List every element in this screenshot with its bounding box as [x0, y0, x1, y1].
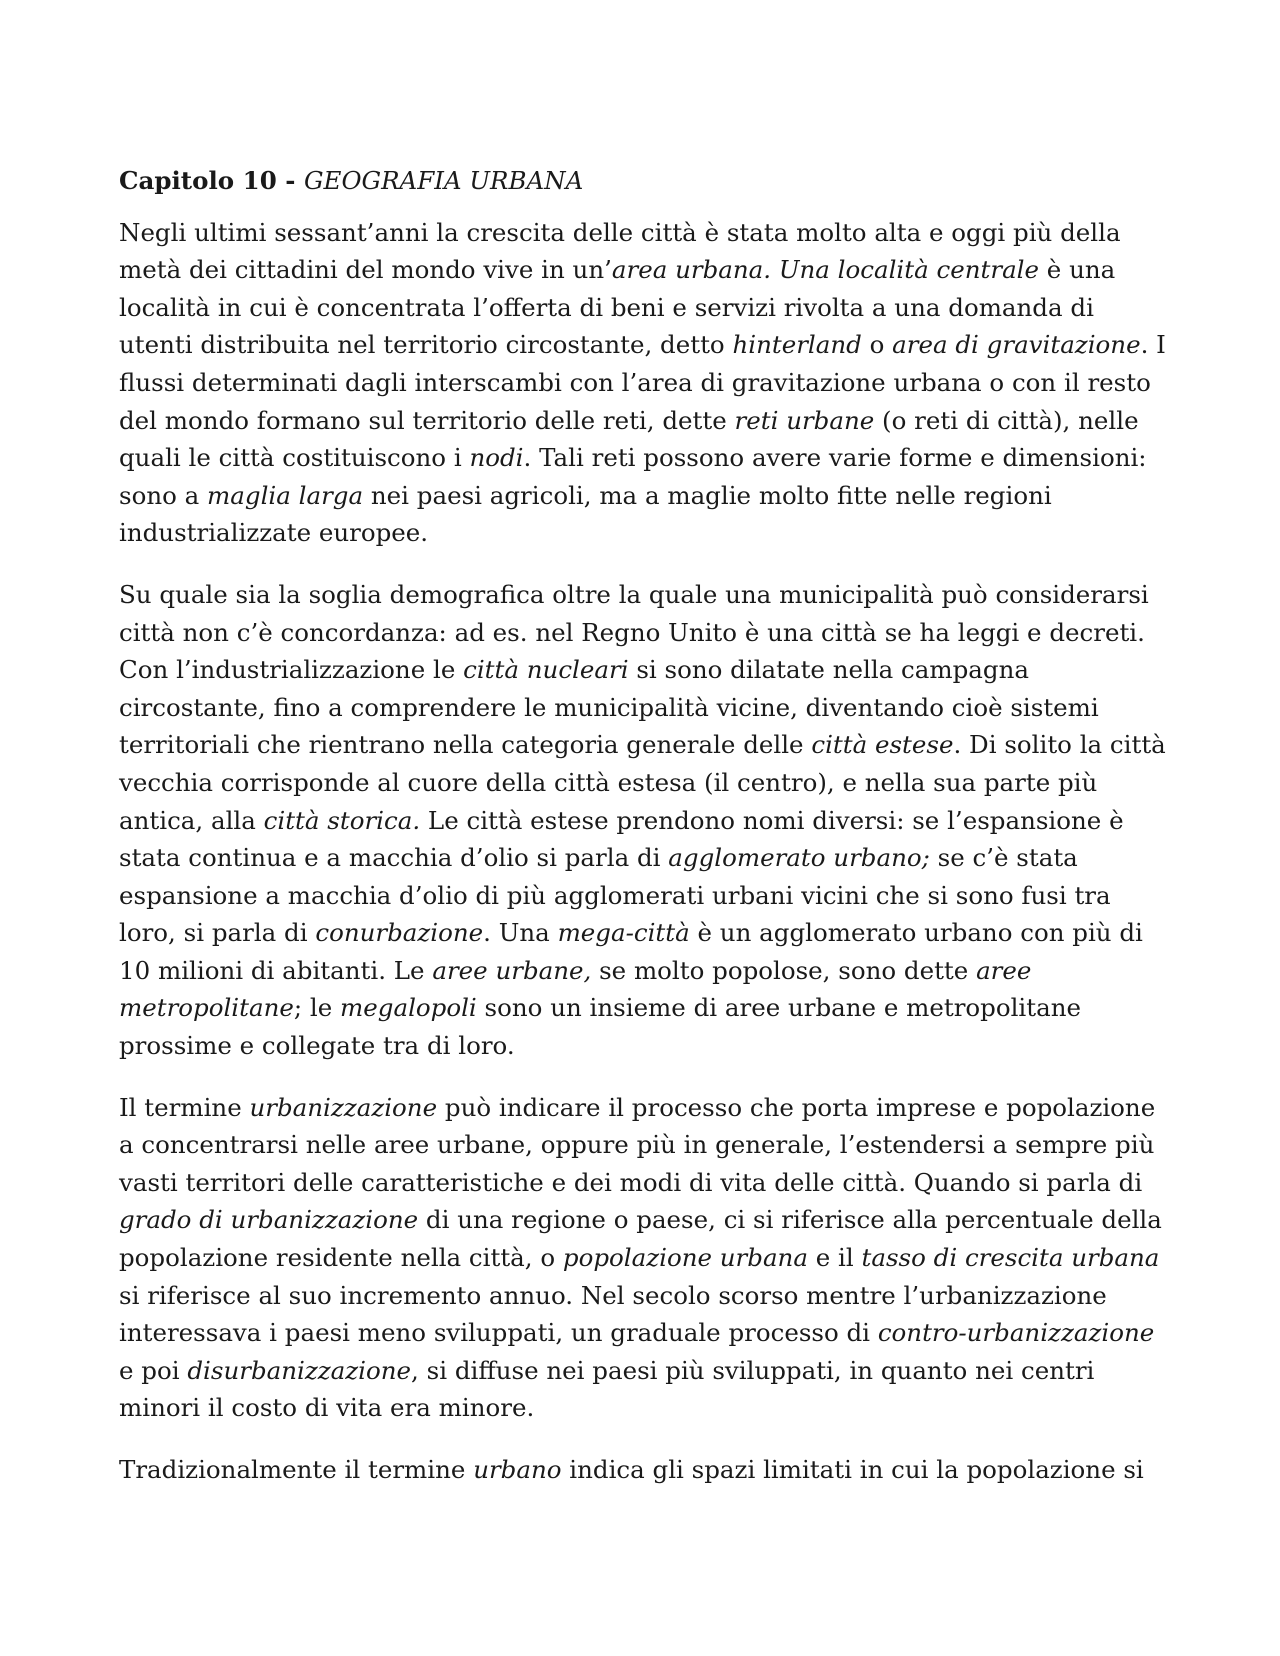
paragraph — [119, 1451, 1169, 1489]
italic-term: città nucleari — [463, 655, 629, 685]
text-run: e il — [807, 1243, 862, 1273]
italic-term: mega-città — [557, 918, 690, 948]
text-run: se molto popolose, sono dette — [591, 955, 977, 985]
paragraph — [119, 1089, 1169, 1427]
italic-term: urbano — [473, 1455, 562, 1484]
text-run: si sono dilatate nella campagna circostante, fino a comprendere le municipalità vicine, diventando cioè sistemi territoriali che rientrano nella categoria generale delle — [119, 655, 1099, 760]
text-run: ; le — [293, 993, 341, 1023]
text-run: (o reti di città), nelle quali le città costituiscono i — [119, 405, 1139, 473]
text-run: se c’è stata espansione a macchia d’olio di più agglomerati urbani vicini che si sono fusi tra loro, si parla di — [119, 843, 1111, 948]
text-run: . Tali reti possono avere varie forme e dimensioni: sono a — [119, 443, 1147, 510]
text-run: . Di solito la città vecchia corrisponde al cuore della città estesa (il centro), e nella sua parte più antica, alla — [119, 730, 1166, 835]
italic-term: area urbana. Una località centrale — [611, 255, 1040, 285]
text-run: Negli ultimi sessant’anni la crescita delle città è stata molto alta e oggi più della metà dei cittadini del mondo vive in un’ — [119, 217, 1121, 285]
italic-term: contro-urbanizzazione — [877, 1318, 1155, 1348]
chapter-heading — [119, 162, 1169, 200]
paragraphs — [119, 214, 1169, 1489]
document-body — [119, 162, 1169, 1489]
italic-term: agglomerato urbano; — [668, 843, 930, 873]
italic-term: tasso di crescita urbana — [861, 1243, 1160, 1273]
text-run: di una regione o paese, ci si riferisce alla percentuale della popolazione residente nella città, o — [119, 1205, 1162, 1273]
paragraph — [119, 214, 1169, 552]
text-run: è una località in cui è concentrata l’offerta di beni e servizi rivolta a una domanda di utenti distribuita nel territorio circostante, detto — [119, 255, 1116, 360]
text-run: può indicare il processo che porta imprese e popolazione a concentrarsi nelle aree urbane, oppure più in generale, l’estendersi a sempre più vasti territori delle caratteristiche e dei modi di vita delle città. Quando si parla di — [119, 1092, 1156, 1197]
text-run: Le città estese prendono nomi diversi: se l’espansione è stata continua e a macchia d’olio si parla di — [119, 805, 1124, 873]
italic-term: hinterland — [732, 330, 862, 360]
text-run: nei paesi agricoli, ma a maglie molto fitte nelle regioni industrializzate europee. — [119, 480, 1052, 548]
italic-term: città estese — [811, 730, 954, 760]
text-run: Su quale sia la soglia demografica oltre la quale una municipalità può considerarsi città non c’è concordanza: ad es. nel Regno Unito è una città se ha leggi e decreti. Con l’industrializzazione le — [119, 579, 1149, 685]
text-run: , si diffuse nei paesi più sviluppati, in quanto nei centri minori il costo di vita era minore. — [119, 1355, 1095, 1423]
text-run: Tradizionalmente il termine — [119, 1455, 474, 1484]
chapter-number: Capitolo 10 - — [119, 166, 304, 195]
text-run: . I flussi determinati dagli interscambi con l’area di gravitazione urbana o con il resto del mondo formano sul territorio delle reti, dette — [119, 330, 1166, 435]
text-run: indica gli spazi limitati in cui la popolazione si — [561, 1455, 1144, 1484]
italic-term: maglia larga — [207, 480, 364, 510]
text-run: Il termine — [119, 1092, 250, 1122]
text-run: è un agglomerato urbano con più di 10 milioni di abitanti. Le — [119, 918, 1143, 985]
italic-term: reti urbane — [734, 405, 875, 435]
italic-term: aree metropolitane — [119, 955, 1032, 1023]
text-run: e poi — [119, 1355, 188, 1385]
text-run: sono un insieme di aree urbane e metropolitane prossime e collegate tra di loro. — [119, 993, 1081, 1061]
italic-term: città storica. — [263, 805, 421, 835]
italic-term: grado di urbanizzazione — [119, 1205, 419, 1235]
italic-term: popolazione urbana — [562, 1243, 808, 1273]
text-run: si riferisce al suo incremento annuo. Nel secolo scorso mentre l’urbanizzazione interessava i paesi meno sviluppati, un graduale processo di — [119, 1280, 1107, 1348]
italic-term: urbanizzazione — [249, 1092, 438, 1122]
italic-term: disurbanizzazione — [187, 1355, 412, 1385]
italic-term: aree urbane, — [432, 955, 592, 985]
italic-term: nodi — [469, 443, 524, 473]
italic-term: megalopoli — [340, 993, 477, 1023]
chapter-title: GEOGRAFIA URBANA — [303, 166, 584, 195]
text-run: . Una — [483, 918, 558, 948]
italic-term: area di gravitazione — [892, 330, 1141, 360]
paragraph — [119, 576, 1169, 1065]
text-run: o — [861, 330, 893, 360]
italic-term: conurbazione — [315, 918, 484, 948]
